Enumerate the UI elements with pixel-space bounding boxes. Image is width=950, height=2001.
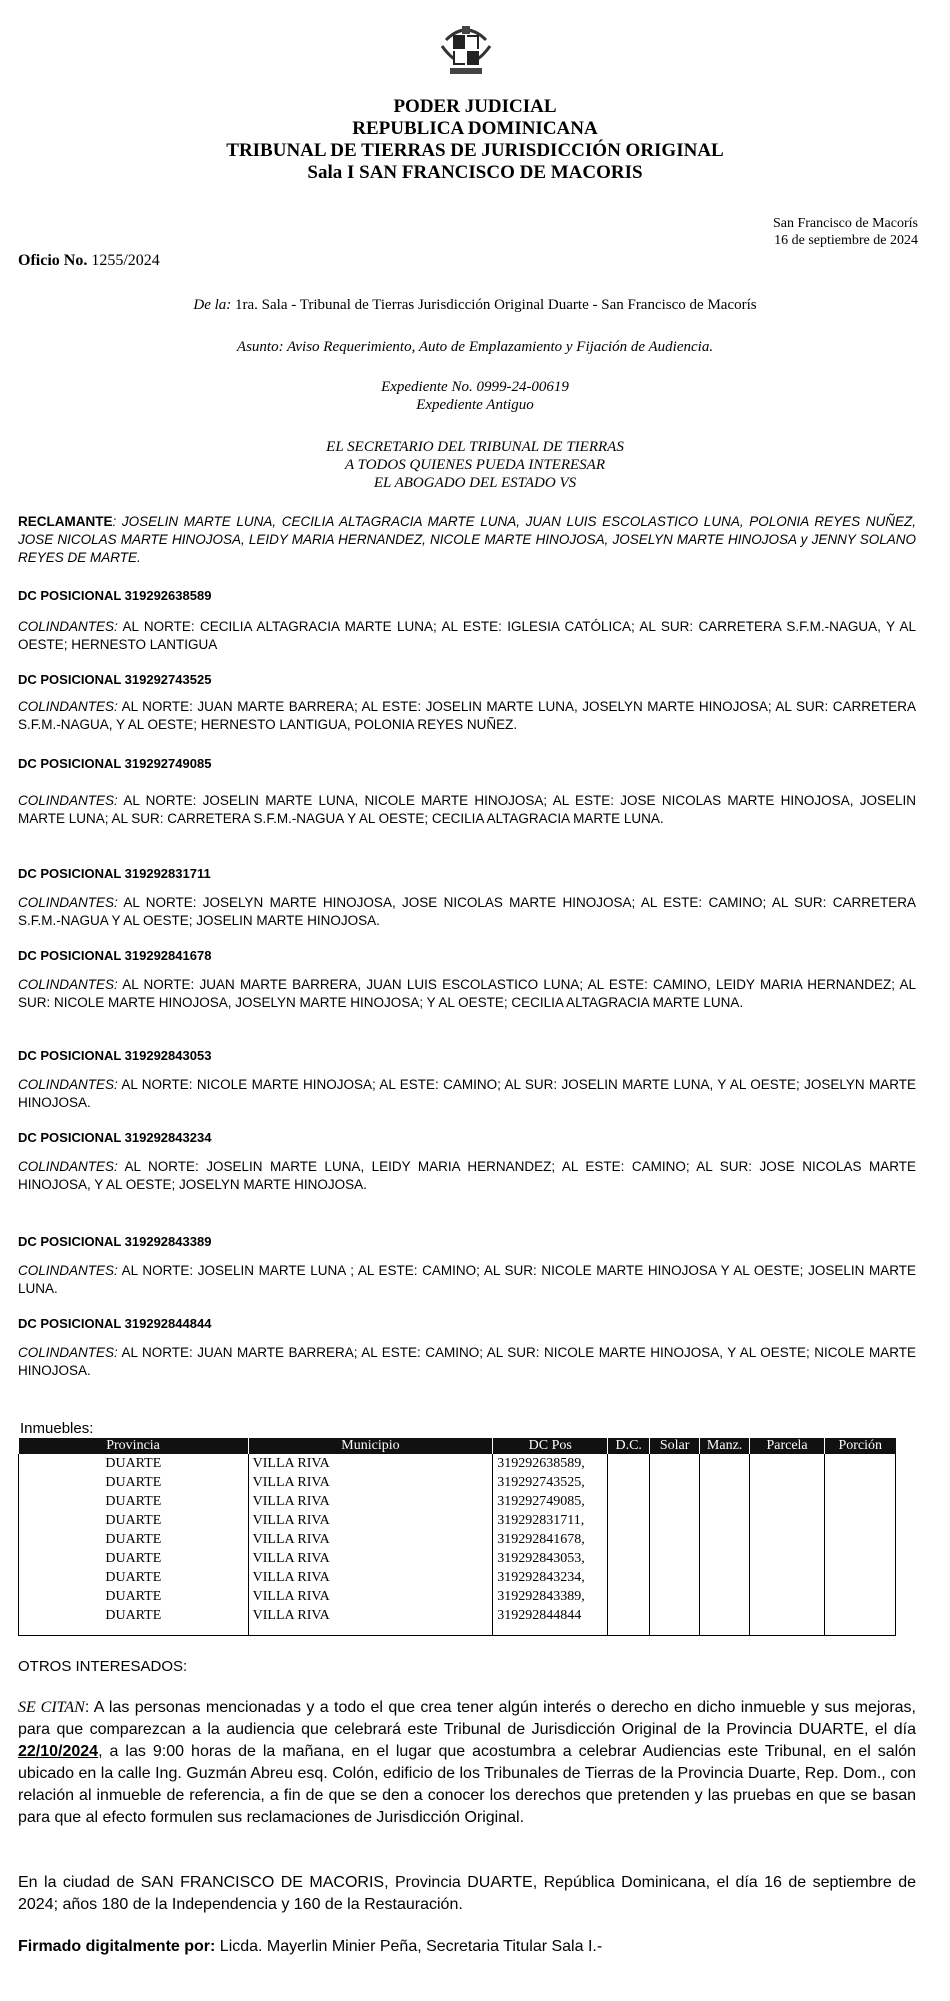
table-cell: 319292843234, bbox=[493, 1568, 608, 1587]
column-header: Municipio bbox=[248, 1438, 493, 1454]
place: San Francisco de Macorís bbox=[772, 216, 918, 231]
table-cell: VILLA RIVA bbox=[248, 1530, 493, 1549]
table-cell: 319292843389, bbox=[493, 1587, 608, 1606]
dc-title-4: DC POSICIONAL 319292831711 bbox=[18, 866, 211, 881]
table-cell bbox=[825, 1492, 896, 1511]
column-header: Manz. bbox=[700, 1438, 750, 1454]
column-header: D.C. bbox=[608, 1438, 650, 1454]
table-cell: VILLA RIVA bbox=[248, 1492, 493, 1511]
table-cell bbox=[650, 1530, 700, 1549]
colindantes-text: AL NORTE: NICOLE MARTE HINOJOSA; AL ESTE: CAMINO; AL SUR: JOSELIN MARTE LUNA, Y AL OESTE; JOSELYN MARTE HINOJOSA. bbox=[18, 1077, 916, 1110]
table-cell: 319292844844 bbox=[493, 1606, 608, 1625]
table-cell bbox=[750, 1511, 825, 1530]
reclamante bbox=[18, 513, 916, 567]
secretario-line-1: EL SECRETARIO DEL TRIBUNAL DE TIERRAS bbox=[326, 439, 624, 455]
table-row bbox=[19, 1530, 896, 1549]
colindantes-8 bbox=[18, 1262, 916, 1298]
table-cell: DUARTE bbox=[19, 1549, 249, 1568]
table-cell bbox=[750, 1492, 825, 1511]
table-cell: VILLA RIVA bbox=[248, 1549, 493, 1568]
table-cell bbox=[650, 1587, 700, 1606]
table-cell bbox=[750, 1549, 825, 1568]
table-cell: 319292638589, bbox=[493, 1454, 608, 1473]
column-header: Provincia bbox=[19, 1438, 249, 1454]
table-cell: VILLA RIVA bbox=[248, 1511, 493, 1530]
table-header-row bbox=[19, 1438, 896, 1454]
dc-title-8: DC POSICIONAL 319292843389 bbox=[18, 1234, 212, 1249]
dc-title-2: DC POSICIONAL 319292743525 bbox=[18, 672, 212, 687]
colindantes-label: COLINDANTES: bbox=[18, 619, 118, 634]
firmado-value: Licda. Mayerlin Minier Peña, Secretaria Titular Sala I.- bbox=[215, 1938, 603, 1955]
colindantes-text: AL NORTE: JUAN MARTE BARRERA; AL ESTE: JOSELIN MARTE LUNA, JOSELYN MARTE HINOJOSA; AL SUR: CARRETERA S.F.M.-NAGUA, Y AL OESTE; HERNESTO LANTIGUA, POLONIA REYES NUÑEZ. bbox=[18, 699, 916, 732]
colindantes-text: AL NORTE: JOSELIN MARTE LUNA, LEIDY MARIA HERNANDEZ; AL ESTE: CAMINO; AL SUR: JOSE NICOLAS MARTE HINOJOSA, Y AL OESTE; JOSELYN MARTE HINOJOSA. bbox=[18, 1159, 916, 1192]
table-row bbox=[19, 1587, 896, 1606]
colindantes-label: COLINDANTES: bbox=[18, 1345, 118, 1360]
table-cell bbox=[825, 1511, 896, 1530]
audiencia-date: 22/10/2024 bbox=[18, 1743, 99, 1760]
table-cell bbox=[825, 1530, 896, 1549]
table-cell bbox=[608, 1587, 650, 1606]
table-cell: DUARTE bbox=[19, 1511, 249, 1530]
table-cell bbox=[700, 1549, 750, 1568]
table-cell: 319292743525, bbox=[493, 1473, 608, 1492]
table-cell bbox=[650, 1568, 700, 1587]
table-cell bbox=[248, 1625, 493, 1636]
table-cell bbox=[650, 1549, 700, 1568]
table-cell bbox=[608, 1606, 650, 1625]
colindantes-label: COLINDANTES: bbox=[18, 1159, 118, 1174]
table-row bbox=[19, 1549, 896, 1568]
table-cell bbox=[650, 1511, 700, 1530]
table-cell bbox=[750, 1473, 825, 1492]
table-row bbox=[19, 1511, 896, 1530]
dc-title-6: DC POSICIONAL 319292843053 bbox=[18, 1048, 212, 1063]
dc-title-9: DC POSICIONAL 319292844844 bbox=[18, 1316, 212, 1331]
colindantes-9 bbox=[18, 1344, 916, 1380]
colindantes-text: AL NORTE: JOSELIN MARTE LUNA, NICOLE MARTE HINOJOSA; AL ESTE: JOSE NICOLAS MARTE HINOJOSA, JOSELIN MARTE LUNA; AL SUR: CARRETERA S.F.M.-NAGUA Y AL OESTE; CECILIA ALTAGRACIA MARTE LUNA. bbox=[18, 793, 916, 826]
table-row bbox=[19, 1492, 896, 1511]
table-row bbox=[19, 1606, 896, 1625]
colindantes-label: COLINDANTES: bbox=[18, 977, 118, 992]
table-cell bbox=[825, 1454, 896, 1473]
colindantes-text: AL NORTE: JOSELIN MARTE LUNA ; AL ESTE: CAMINO; AL SUR: NICOLE MARTE HINOJOSA Y AL OESTE; JOSELIN MARTE LUNA. bbox=[18, 1263, 916, 1296]
table-cell bbox=[650, 1606, 700, 1625]
table-cell bbox=[608, 1454, 650, 1473]
inmuebles-table bbox=[18, 1438, 896, 1636]
oficio bbox=[18, 252, 160, 270]
colindantes-7 bbox=[18, 1158, 916, 1194]
table-cell bbox=[700, 1625, 750, 1636]
table-cell: VILLA RIVA bbox=[248, 1473, 493, 1492]
reclamante-label: RECLAMANTE bbox=[18, 514, 113, 529]
table-cell bbox=[750, 1625, 825, 1636]
dc-title-3: DC POSICIONAL 319292749085 bbox=[18, 756, 212, 771]
table-cell bbox=[700, 1454, 750, 1473]
table-cell bbox=[700, 1511, 750, 1530]
table-cell bbox=[700, 1587, 750, 1606]
table-cell bbox=[700, 1473, 750, 1492]
table-cell bbox=[650, 1625, 700, 1636]
dc-title-7: DC POSICIONAL 319292843234 bbox=[18, 1130, 212, 1145]
de-label: De la: bbox=[193, 297, 232, 313]
colindantes-6 bbox=[18, 1076, 916, 1112]
table-cell: VILLA RIVA bbox=[248, 1454, 493, 1473]
table-row bbox=[19, 1473, 896, 1492]
table-cell bbox=[750, 1568, 825, 1587]
table-cell: 319292841678, bbox=[493, 1530, 608, 1549]
table-cell: DUARTE bbox=[19, 1606, 249, 1625]
table-cell: DUARTE bbox=[19, 1530, 249, 1549]
table-cell bbox=[608, 1549, 650, 1568]
dc-title-5: DC POSICIONAL 319292841678 bbox=[18, 948, 212, 963]
table-cell bbox=[825, 1473, 896, 1492]
asunto: Asunto: Aviso Requerimiento, Auto de Emplazamiento y Fijación de Audiencia. bbox=[236, 339, 714, 355]
table-cell bbox=[750, 1587, 825, 1606]
table-cell: 319292831711, bbox=[493, 1511, 608, 1530]
de-line bbox=[0, 296, 950, 314]
se-citan-text-2: , a las 9:00 horas de la mañana, en el lugar que acostumbra a celebrar Audiencias este Tribunal, en el salón ubicado en la calle Ing. Guzmán Abreu esq. Colón, edificio de los Tribunales de Tierras de la Provincia Duarte, Rep. Dom., con relación al inmueble de referencia, a fin de que se den a conocer los derechos que pretenden y las pruebas en que se basan para que al efecto formulen sus reclamaciones de Jurisdicción Original. bbox=[18, 1743, 916, 1826]
table-filler-row bbox=[19, 1625, 896, 1636]
table-cell bbox=[700, 1530, 750, 1549]
colindantes-4 bbox=[18, 894, 916, 930]
secretario-line-3: EL ABOGADO DEL ESTADO VS bbox=[373, 475, 577, 491]
colindantes-3 bbox=[18, 792, 916, 828]
table-cell bbox=[650, 1492, 700, 1511]
table-cell: DUARTE bbox=[19, 1587, 249, 1606]
header-line-2: REPUBLICA DOMINICANA bbox=[352, 118, 598, 139]
table-cell bbox=[19, 1625, 249, 1636]
colindantes-label: COLINDANTES: bbox=[18, 699, 118, 714]
expediente: Expediente No. 0999-24-00619 bbox=[381, 379, 569, 395]
de-value: 1ra. Sala - Tribunal de Tierras Jurisdicción Original Duarte - San Francisco de Macorís bbox=[235, 297, 757, 313]
otros-interesados: OTROS INTERESADOS: bbox=[18, 1658, 188, 1675]
column-header: Porción bbox=[825, 1438, 896, 1454]
colindantes-label: COLINDANTES: bbox=[18, 895, 118, 910]
se-citan-label: SE CITAN bbox=[18, 1699, 85, 1716]
header-line-4: Sala I SAN FRANCISCO DE MACORIS bbox=[307, 162, 643, 183]
colindantes-text: AL NORTE: JOSELYN MARTE HINOJOSA, JOSE NICOLAS MARTE HINOJOSA; AL ESTE: CAMINO; AL SUR: CARRETERA S.F.M.-NAGUA Y AL OESTE; JOSELIN MARTE HINOJOSA. bbox=[18, 895, 916, 928]
column-header: Parcela bbox=[750, 1438, 825, 1454]
table-cell bbox=[825, 1568, 896, 1587]
colindantes-label: COLINDANTES: bbox=[18, 1077, 118, 1092]
table-cell bbox=[750, 1530, 825, 1549]
coat-of-arms-seal bbox=[436, 20, 496, 82]
table-cell bbox=[750, 1606, 825, 1625]
table-cell bbox=[608, 1511, 650, 1530]
table-cell bbox=[700, 1492, 750, 1511]
table-cell bbox=[825, 1606, 896, 1625]
table-cell bbox=[493, 1625, 608, 1636]
oficio-label: Oficio No. bbox=[18, 252, 88, 269]
column-header: DC Pos bbox=[493, 1438, 608, 1454]
colindantes-label: COLINDANTES: bbox=[18, 793, 118, 808]
firmado-label: Firmado digitalmente por: bbox=[18, 1938, 216, 1955]
table-cell: DUARTE bbox=[19, 1454, 249, 1473]
table-cell: VILLA RIVA bbox=[248, 1606, 493, 1625]
date: 16 de septiembre de 2024 bbox=[774, 233, 918, 248]
colindantes-text: AL NORTE: JUAN MARTE BARRERA, JUAN LUIS ESCOLASTICO LUNA; AL ESTE: CAMINO, LEIDY MARIA HERNANDEZ; AL SUR: NICOLE MARTE HINOJOSA, JOSELYN MARTE HINOJOSA; Y AL OESTE; CECILIA ALTAGRACIA MARTE LUNA. bbox=[18, 977, 916, 1010]
table-cell: DUARTE bbox=[19, 1473, 249, 1492]
table-cell bbox=[608, 1625, 650, 1636]
table-cell: VILLA RIVA bbox=[248, 1568, 493, 1587]
firma bbox=[18, 1936, 916, 1958]
table-cell: DUARTE bbox=[19, 1568, 249, 1587]
table-cell bbox=[700, 1606, 750, 1625]
colindantes-2 bbox=[18, 698, 916, 734]
expediente-antiguo: Expediente Antiguo bbox=[416, 397, 534, 413]
table-cell: VILLA RIVA bbox=[248, 1587, 493, 1606]
table-cell bbox=[608, 1473, 650, 1492]
table-cell bbox=[608, 1492, 650, 1511]
table-cell bbox=[825, 1549, 896, 1568]
header-line-1: PODER JUDICIAL bbox=[393, 96, 557, 117]
table-cell bbox=[700, 1568, 750, 1587]
se-citan-paragraph bbox=[18, 1697, 916, 1829]
table-cell: 319292749085, bbox=[493, 1492, 608, 1511]
table-cell: DUARTE bbox=[19, 1492, 249, 1511]
reclamante-text: : JOSELIN MARTE LUNA, CECILIA ALTAGRACIA MARTE LUNA, JUAN LUIS ESCOLASTICO LUNA, POLONIA REYES NUÑEZ, JOSE NICOLAS MARTE HINOJOSA, LEIDY MARIA HERNANDEZ, NICOLE MARTE HINOJOSA, JOSELYN MARTE HINOJOSA y JENNY SOLANO REYES DE MARTE. bbox=[18, 514, 916, 565]
table-cell bbox=[650, 1454, 700, 1473]
ciudad-paragraph: En la ciudad de SAN FRANCISCO DE MACORIS, Provincia DUARTE, República Dominicana, el día 16 de septiembre de 2024; años 180 de la Independencia y 160 de la Restauración. bbox=[18, 1874, 916, 1913]
table-cell bbox=[825, 1625, 896, 1636]
table-cell: 319292843053, bbox=[493, 1549, 608, 1568]
colindantes-1 bbox=[18, 618, 916, 654]
table-row bbox=[19, 1568, 896, 1587]
table-cell bbox=[650, 1473, 700, 1492]
secretario-line-2: A TODOS QUIENES PUEDA INTERESAR bbox=[345, 457, 605, 473]
table-cell bbox=[825, 1587, 896, 1606]
header-line-3: TRIBUNAL DE TIERRAS DE JURISDICCIÓN ORIGINAL bbox=[226, 140, 724, 161]
table-cell bbox=[608, 1568, 650, 1587]
dc-title-1: DC POSICIONAL 319292638589 bbox=[18, 588, 212, 603]
table-cell bbox=[608, 1530, 650, 1549]
inmuebles-label: Inmuebles: bbox=[20, 1420, 94, 1437]
table-cell bbox=[750, 1454, 825, 1473]
colindantes-5 bbox=[18, 976, 916, 1012]
column-header: Solar bbox=[650, 1438, 700, 1454]
oficio-value: 1255/2024 bbox=[91, 252, 160, 269]
colindantes-label: COLINDANTES: bbox=[18, 1263, 118, 1278]
colindantes-text: AL NORTE: JUAN MARTE BARRERA; AL ESTE: CAMINO; AL SUR: NICOLE MARTE HINOJOSA, Y AL OESTE; NICOLE MARTE HINOJOSA. bbox=[18, 1345, 916, 1378]
colindantes-text: AL NORTE: CECILIA ALTAGRACIA MARTE LUNA; AL ESTE: IGLESIA CATÓLICA; AL SUR: CARRETERA S.F.M.-NAGUA, Y AL OESTE; HERNESTO LANTIGUA bbox=[18, 619, 916, 652]
se-citan-text: : A las personas mencionadas y a todo el que crea tener algún interés o derecho en dicho inmueble y sus mejoras, para que comparezcan a la audiencia que celebrará este Tribunal de Jurisdicción Original de la Provincia DUARTE, el día bbox=[18, 1699, 916, 1738]
table-row bbox=[19, 1454, 896, 1473]
